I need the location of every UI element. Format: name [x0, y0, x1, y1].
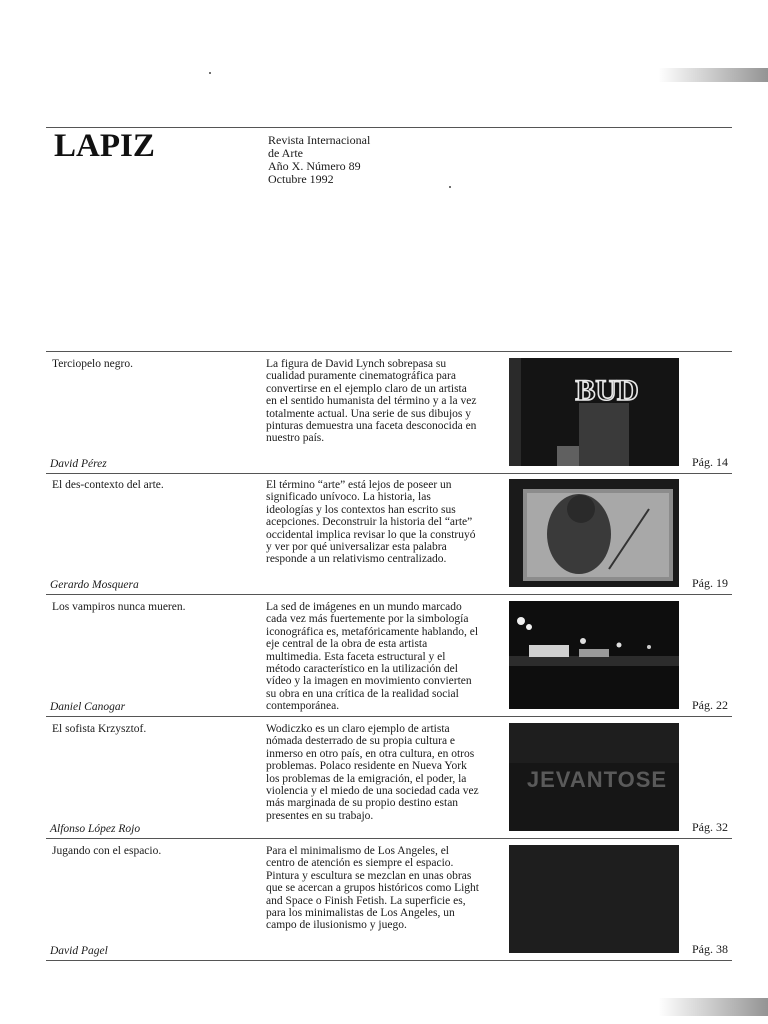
- index-entry: [46, 717, 732, 839]
- page-reference: Pág. 19: [692, 576, 728, 590]
- article-title: Jugando con el espacio.: [52, 845, 162, 857]
- article-author: Gerardo Mosquera: [50, 579, 139, 591]
- article-summary: Wodiczko es un claro ejemplo de artista nómada desterrado de su propia cultura e inmerso en otro país, en otra cultura, en otros problemas. Polaco residente en Nueva York los problemas de la emigración, el poder, la violencia y el miedo de una sociedad cada vez más marginada de su propio destino estan presentes en su trabajo.: [266, 723, 479, 822]
- article-photo: [509, 479, 679, 587]
- article-photo: [509, 723, 679, 831]
- index-entry: [46, 351, 732, 474]
- scan-edge-shadow: [658, 998, 768, 1016]
- page-reference: Pág. 14: [692, 455, 728, 469]
- article-author: David Pérez: [50, 458, 107, 470]
- article-photo: [509, 845, 679, 953]
- index-entry: [46, 839, 732, 961]
- article-title: El sofista Krzysztof.: [52, 723, 147, 735]
- article-photo: [509, 601, 679, 709]
- page-reference: Pág. 32: [692, 820, 728, 834]
- page-reference: Pág. 22: [692, 698, 728, 712]
- article-summary: La figura de David Lynch sobrepasa su cualidad puramente cinematográfica para convertirse en el ejemplo claro de un artista en el sentido humanista del término y a la vez totalmente actual. Una serie de sus dibujos y pinturas demuestra una faceta desconocida en nuestro país.: [266, 358, 477, 445]
- entry-divider: [46, 960, 732, 961]
- scan-speck: [449, 186, 451, 188]
- article-summary: La sed de imágenes en un mundo marcado cada vez más fuertemente por la simbología iconográfica es, metafóricamente hablando, el eje central de la obra de esta artista multimedia. Esta faceta estructural y el método característico en la utilización del vídeo y la imagen en movimiento convierten su obra en una crítica de la realidad social contemporánea.: [266, 601, 479, 713]
- masthead-line: Revista Internacional: [268, 133, 371, 147]
- masthead-line: de Arte: [268, 146, 303, 160]
- scan-speck: [209, 72, 211, 74]
- masthead: [268, 134, 370, 186]
- index-entry: [46, 595, 732, 717]
- magazine-logo: LAPIZ: [54, 128, 155, 164]
- page-reference: Pág. 38: [692, 942, 728, 956]
- article-title: Los vampiros nunca mueren.: [52, 601, 186, 613]
- masthead-line: Octubre 1992: [268, 172, 334, 186]
- article-title: El des-contexto del arte.: [52, 479, 164, 491]
- article-author: Daniel Canogar: [50, 701, 126, 713]
- article-title: Terciopelo negro.: [52, 358, 133, 370]
- projection-text: JEVANTOSE: [526, 767, 668, 792]
- article-author: David Pagel: [50, 945, 108, 957]
- article-summary: El término “arte” está lejos de poseer un significado unívoco. La historia, las ideologías y los contextos han escrito sus acepciones. Deconstruir la historia del “arte” occidental implica revisar lo que la construyó y ver por qué universalizar esta palabra responde a un relativismo centralizado.: [266, 479, 476, 566]
- article-summary: Para el minimalismo de Los Angeles, el centro de atención es siempre el espacio. Pintura y escultura se mezclan en unas obras que se acercan a grupos históricos como Light and Space o Finish Fetish. La superficie es, para los minimalistas de Los Angeles, un campo de ilusionismo y juego.: [266, 845, 480, 932]
- index-entry: [46, 473, 732, 595]
- neon-sign-text: BUD: [575, 374, 639, 407]
- article-author: Alfonso López Rojo: [50, 823, 141, 835]
- article-photo: [509, 358, 679, 466]
- scan-edge-shadow: [658, 68, 768, 82]
- masthead-line: Año X. Número 89: [268, 159, 361, 173]
